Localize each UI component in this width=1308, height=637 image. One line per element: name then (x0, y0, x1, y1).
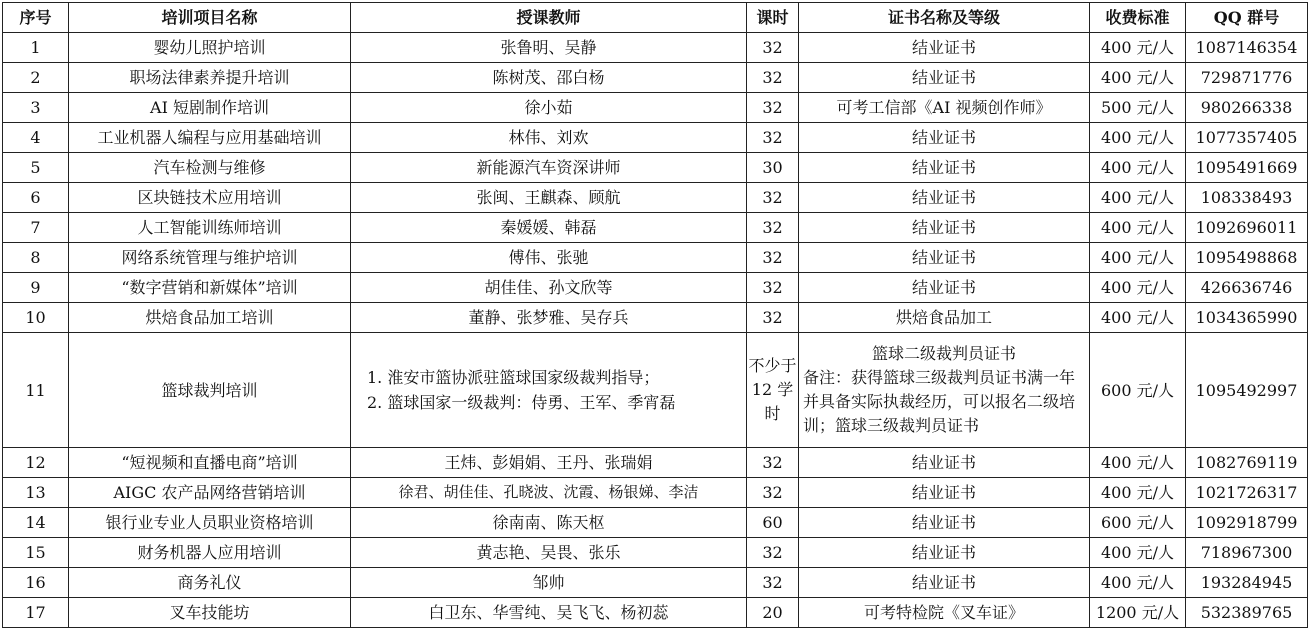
table-row (3, 33, 1308, 63)
cell-teacher: 邹帅 (351, 568, 747, 598)
cell-project: AI 短剧制作培训 (69, 93, 351, 123)
cell-project: 烘焙食品加工培训 (69, 303, 351, 333)
cell-hours: 32 (747, 93, 799, 123)
cell-hours: 20 (747, 598, 799, 628)
table-row (3, 213, 1308, 243)
cell-teacher: 张鲁明、吴静 (351, 33, 747, 63)
cell-index: 7 (3, 213, 69, 243)
cell-fee: 400 元/人 (1090, 478, 1186, 508)
cell-teacher: 徐君、胡佳佳、孔晓波、沈霞、杨银娣、李洁 (351, 478, 747, 508)
cell-fee: 400 元/人 (1090, 63, 1186, 93)
table-row (3, 448, 1308, 478)
cell-project: 网络系统管理与维护培训 (69, 243, 351, 273)
table-row-tall (3, 333, 1308, 448)
cell-certificate: 结业证书 (799, 33, 1090, 63)
cell-certificate: 结业证书 (799, 243, 1090, 273)
cell-qq: 980266338 (1186, 93, 1308, 123)
cell-index: 6 (3, 183, 69, 213)
cell-index: 8 (3, 243, 69, 273)
cell-index: 10 (3, 303, 69, 333)
cell-certificate: 结业证书 (799, 448, 1090, 478)
cell-project: 汽车检测与维修 (69, 153, 351, 183)
cell-certificate: 结业证书 (799, 213, 1090, 243)
cell-certificate: 烘焙食品加工 (799, 303, 1090, 333)
header-teacher: 授课教师 (351, 3, 747, 33)
cell-hours: 32 (747, 63, 799, 93)
cell-certificate: 结业证书 (799, 508, 1090, 538)
cell-index: 14 (3, 508, 69, 538)
cell-index: 17 (3, 598, 69, 628)
table-row (3, 568, 1308, 598)
cell-teacher: 林伟、刘欢 (351, 123, 747, 153)
cell-qq: 108338493 (1186, 183, 1308, 213)
cell-teacher-multiline (351, 333, 747, 448)
header-index: 序号 (3, 3, 69, 33)
cell-project: “短视频和直播电商”培训 (69, 448, 351, 478)
table-row (3, 63, 1308, 93)
cell-index: 4 (3, 123, 69, 153)
cell-teacher: 胡佳佳、孙文欣等 (351, 273, 747, 303)
table-row (3, 153, 1308, 183)
cell-certificate-multiline (799, 333, 1090, 448)
cell-project: 人工智能训练师培训 (69, 213, 351, 243)
cell-fee: 400 元/人 (1090, 213, 1186, 243)
cell-teacher: 董静、张梦雅、吴存兵 (351, 303, 747, 333)
cell-certificate: 可考工信部《AI 视频创作师》 (799, 93, 1090, 123)
cell-teacher: 白卫东、华雪纯、吴飞飞、杨初蕊 (351, 598, 747, 628)
cell-fee: 400 元/人 (1090, 153, 1186, 183)
cell-qq: 1077357405 (1186, 123, 1308, 153)
cell-qq: 718967300 (1186, 538, 1308, 568)
cell-certificate: 可考特检院《叉车证》 (799, 598, 1090, 628)
cell-hours: 32 (747, 448, 799, 478)
cell-index: 2 (3, 63, 69, 93)
cell-certificate: 结业证书 (799, 153, 1090, 183)
cell-fee: 400 元/人 (1090, 123, 1186, 153)
cell-qq: 1034365990 (1186, 303, 1308, 333)
cell-teacher: 黄志艳、吴畏、张乐 (351, 538, 747, 568)
table-row (3, 478, 1308, 508)
cell-qq: 193284945 (1186, 568, 1308, 598)
cell-hours: 32 (747, 213, 799, 243)
cell-index: 9 (3, 273, 69, 303)
cell-teacher: 张闽、王麒森、顾航 (351, 183, 747, 213)
cell-project: 银行业专业人员职业资格培训 (69, 508, 351, 538)
cell-certificate: 结业证书 (799, 123, 1090, 153)
cell-teacher: 傅伟、张驰 (351, 243, 747, 273)
table-row (3, 123, 1308, 153)
cell-hours: 30 (747, 153, 799, 183)
table-row (3, 243, 1308, 273)
cell-fee: 400 元/人 (1090, 33, 1186, 63)
cell-project: 篮球裁判培训 (69, 333, 351, 448)
cell-fee: 500 元/人 (1090, 93, 1186, 123)
header-project: 培训项目名称 (69, 3, 351, 33)
training-table (2, 2, 1308, 628)
cell-qq: 426636746 (1186, 273, 1308, 303)
cell-qq: 1092918799 (1186, 508, 1308, 538)
cell-hours: 32 (747, 273, 799, 303)
cell-qq: 1021726317 (1186, 478, 1308, 508)
cell-fee: 400 元/人 (1090, 273, 1186, 303)
cell-fee: 400 元/人 (1090, 538, 1186, 568)
header-hours: 课时 (747, 3, 799, 33)
header-qq: QQ 群号 (1186, 3, 1308, 33)
cell-teacher: 徐南南、陈天枢 (351, 508, 747, 538)
cell-project: “数字营销和新媒体”培训 (69, 273, 351, 303)
header-fee: 收费标准 (1090, 3, 1186, 33)
cell-qq: 1087146354 (1186, 33, 1308, 63)
cell-certificate: 结业证书 (799, 183, 1090, 213)
table-row (3, 508, 1308, 538)
cell-fee: 400 元/人 (1090, 303, 1186, 333)
cell-certificate: 结业证书 (799, 273, 1090, 303)
cell-qq: 532389765 (1186, 598, 1308, 628)
cell-fee: 400 元/人 (1090, 183, 1186, 213)
cell-teacher: 新能源汽车资深讲师 (351, 153, 747, 183)
cell-project: 职场法律素养提升培训 (69, 63, 351, 93)
cell-qq: 1092696011 (1186, 213, 1308, 243)
cell-hours: 32 (747, 538, 799, 568)
cell-hours: 32 (747, 243, 799, 273)
cell-index: 15 (3, 538, 69, 568)
cell-qq: 729871776 (1186, 63, 1308, 93)
cell-hours: 32 (747, 183, 799, 213)
cell-fee: 600 元/人 (1090, 508, 1186, 538)
cell-hours: 32 (747, 568, 799, 598)
cell-hours: 32 (747, 303, 799, 333)
table-row (3, 598, 1308, 628)
table-row (3, 303, 1308, 333)
cell-hours: 60 (747, 508, 799, 538)
table-row (3, 93, 1308, 123)
cell-fee: 400 元/人 (1090, 568, 1186, 598)
cell-hours: 32 (747, 33, 799, 63)
certificate-title: 篮球二级裁判员证书 (871, 344, 1016, 363)
cell-teacher: 王炜、彭娟娟、王丹、张瑞娟 (351, 448, 747, 478)
cell-qq: 1095491669 (1186, 153, 1308, 183)
cell-fee: 1200 元/人 (1090, 598, 1186, 628)
cell-teacher: 秦媛媛、韩磊 (351, 213, 747, 243)
cell-index: 11 (3, 333, 69, 448)
cell-project: 叉车技能坊 (69, 598, 351, 628)
cell-certificate: 结业证书 (799, 478, 1090, 508)
cell-index: 12 (3, 448, 69, 478)
cell-qq: 1095498868 (1186, 243, 1308, 273)
cell-fee: 600 元/人 (1090, 333, 1186, 448)
certificate-note: 备注：获得篮球三级裁判员证书满一年并具备实际执裁经历，可以报名二级培训；篮球三级裁判员证书 (803, 368, 1076, 435)
cell-index: 16 (3, 568, 69, 598)
cell-hours: 32 (747, 123, 799, 153)
cell-project: 区块链技术应用培训 (69, 183, 351, 213)
cell-index: 3 (3, 93, 69, 123)
header-certificate: 证书名称及等级 (799, 3, 1090, 33)
table-row (3, 273, 1308, 303)
cell-qq: 1095492997 (1186, 333, 1308, 448)
cell-certificate: 结业证书 (799, 538, 1090, 568)
cell-certificate: 结业证书 (799, 63, 1090, 93)
cell-index: 5 (3, 153, 69, 183)
cell-project: 财务机器人应用培训 (69, 538, 351, 568)
teacher-line-2: 2. 篮球国家一级裁判：侍勇、王军、季宵磊 (367, 393, 676, 412)
header-row (3, 3, 1308, 33)
cell-teacher: 徐小茹 (351, 93, 747, 123)
table-row (3, 183, 1308, 213)
cell-fee: 400 元/人 (1090, 243, 1186, 273)
teacher-line-1: 1. 淮安市篮协派驻篮球国家级裁判指导； (367, 368, 660, 387)
cell-project: 工业机器人编程与应用基础培训 (69, 123, 351, 153)
cell-qq: 1082769119 (1186, 448, 1308, 478)
cell-fee: 400 元/人 (1090, 448, 1186, 478)
cell-hours-multiline: 不少于 12 学时 (747, 333, 799, 448)
cell-index: 13 (3, 478, 69, 508)
cell-certificate: 结业证书 (799, 568, 1090, 598)
cell-project: 婴幼儿照护培训 (69, 33, 351, 63)
cell-teacher: 陈树茂、邵白杨 (351, 63, 747, 93)
cell-hours: 32 (747, 478, 799, 508)
cell-index: 1 (3, 33, 69, 63)
table-row (3, 538, 1308, 568)
cell-project: 商务礼仪 (69, 568, 351, 598)
cell-project: AIGC 农产品网络营销培训 (69, 478, 351, 508)
